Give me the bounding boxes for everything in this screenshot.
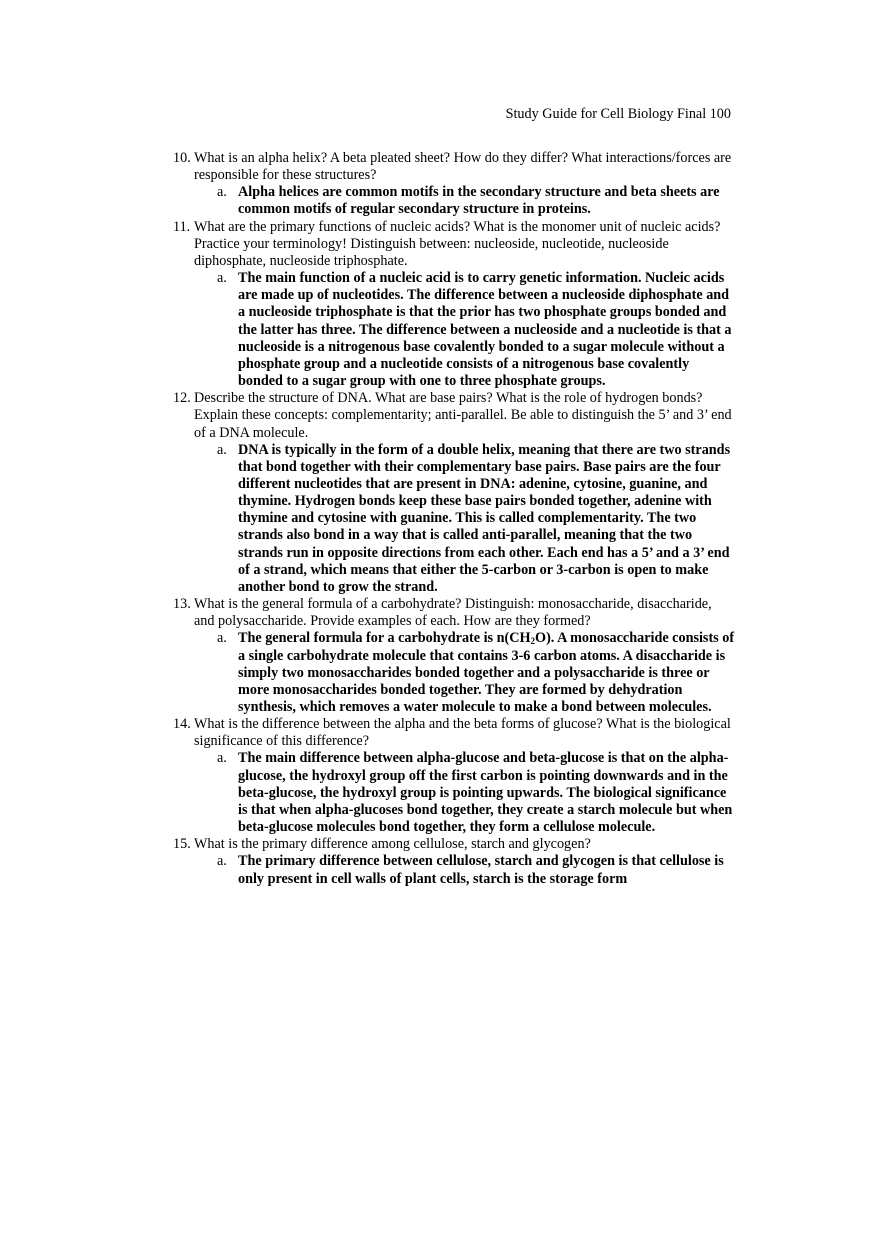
answer-label: a. bbox=[217, 441, 227, 458]
answer-label: a. bbox=[217, 853, 227, 870]
question-number: 10. bbox=[173, 150, 191, 166]
answer-13 bbox=[173, 630, 735, 716]
answer-text-end: O). A monosaccharide consists of a single carbohydrate molecule that contains 3-6 carbon atoms. A disaccharide is simply two monosaccharides bonded together and a polysaccharide is three or more monosaccharides bonded together. They are formed by dehydration synthesis, which removes a water molecule to make a bond between molecules. bbox=[238, 630, 735, 715]
answer-text: Alpha helices are common motifs in the secondary structure and beta sheets are common motifs of regular secondary structure in proteins. bbox=[238, 184, 720, 218]
answer-11 bbox=[173, 270, 735, 390]
question-text: What is an alpha helix? A beta pleated sheet? How do they differ? What interactions/forces are responsible for these structures? bbox=[194, 150, 732, 184]
question-text: What are the primary functions of nucleic acids? What is the monomer unit of nucleic acids? Practice your terminology! Distinguish between: nucleoside, nucleotide, nucleoside diphosphate, nucleoside triphosphate. bbox=[194, 218, 721, 269]
question-number: 14. bbox=[173, 716, 191, 733]
answer-label: a. bbox=[217, 630, 227, 647]
question-text: Describe the structure of DNA. What are base pairs? What is the role of hydrogen bonds? Explain these concepts: complementarity; anti-parallel. Be able to distinguish the 5’ and 3’ end of a DNA molecule. bbox=[194, 390, 732, 441]
question-text: What is the general formula of a carbohydrate? Distinguish: monosaccharide, disaccharide, and polysaccharide. Provide examples of each. How are they formed? bbox=[194, 596, 712, 630]
answer-text: The main difference between alpha-glucose and beta-glucose is that on the alpha-glucose, the hydroxyl group off the first carbon is pointing downwards and in the beta-glucose, the hydroxyl group is pointing upwards. The biological significance is that when alpha-glucoses bond together, they create a starch molecule but when beta-glucose molecules bond together, they form a cellulose molecule. bbox=[238, 750, 733, 836]
answer-12 bbox=[173, 442, 735, 596]
answer-text: DNA is typically in the form of a double helix, meaning that there are two strands that bond together with their complementary base pairs. Base pairs are the four different nucleotides that are present in DNA: adenine, cytosine, guanine, and thymine. Hydrogen bonds keep these base pairs bonded together, adenine with thymine and cytosine with guanine. This is called complementarity. The two strands also bond in a way that is called anti-parallel, meaning that the two strands run in opposite directions from each other. Each end has a 5’ and a 3’ end of a strand, which means that either the 5-carbon or 3-carbon is open to make another bond to grow the strand. bbox=[238, 441, 731, 595]
answer-text: The main function of a nucleic acid is to carry genetic information. Nucleic acids are made up of nucleotides. The difference between a nucleoside diphosphate and a nucleoside triphosphate is that the prior has two phosphate groups bonded and the latter has three. The difference between a nucleoside and a nucleotide is that a nucleoside is a nitrogenous base covalently bonded to a sugar molecule without a phosphate group and a nucleotide consists of a nitrogenous base covalently bonded to a sugar group with one to three phosphate groups. bbox=[238, 270, 732, 390]
question-number: 12. bbox=[173, 390, 191, 407]
subscript-2: 2 bbox=[530, 636, 536, 647]
question-number: 15. bbox=[173, 836, 191, 853]
question-10 bbox=[173, 150, 735, 184]
question-15 bbox=[173, 836, 735, 853]
question-number: 13. bbox=[173, 596, 191, 613]
question-12 bbox=[173, 390, 735, 441]
answer-10 bbox=[173, 184, 735, 218]
answer-15 bbox=[173, 853, 735, 887]
question-text: What is the difference between the alpha and the beta forms of glucose? What is the biological significance of this difference? bbox=[194, 716, 731, 750]
question-text: What is the primary difference among cellulose, starch and glycogen? bbox=[194, 836, 591, 853]
question-list bbox=[173, 150, 735, 888]
question-11 bbox=[173, 219, 735, 270]
answer-label: a. bbox=[217, 270, 227, 287]
question-13 bbox=[173, 596, 735, 630]
answer-text-start: The general formula for a carbohydrate is n(CH bbox=[238, 630, 531, 647]
answer-label: a. bbox=[217, 750, 227, 767]
answer-text: The primary difference between cellulose, starch and glycogen is that cellulose is only present in cell walls of plant cells, starch is the storage form bbox=[238, 853, 724, 887]
answer-label: a. bbox=[217, 184, 227, 201]
question-14 bbox=[173, 716, 735, 750]
question-number: 11. bbox=[173, 218, 191, 235]
page-header: Study Guide for Cell Biology Final 100 bbox=[505, 106, 731, 122]
answer-14 bbox=[173, 750, 735, 836]
